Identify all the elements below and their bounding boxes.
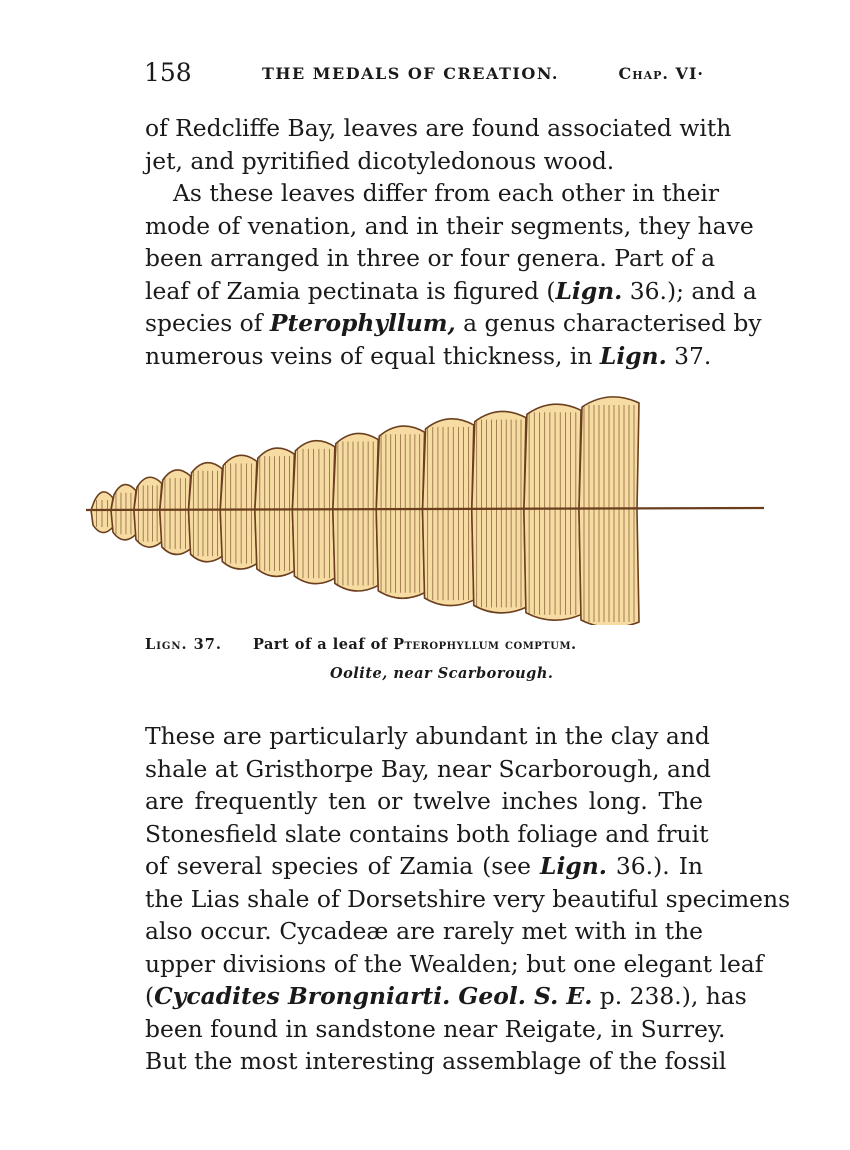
text-run: species of: [145, 309, 270, 337]
figure-label: Lign. 37.: [145, 636, 222, 653]
paragraph-3: [145, 720, 791, 1078]
genus-name: Pterophyllum,: [269, 309, 456, 337]
figure-reference: Lign.: [599, 341, 667, 370]
text-run: 36.); and a: [622, 276, 757, 305]
text-line: are frequently ten or twelve inches long. The: [145, 787, 703, 815]
text-run: a genus characterised by: [455, 309, 762, 337]
text-line: [145, 307, 762, 340]
caption-text: [253, 636, 577, 653]
text-line: jet, and pyritified dicotyledonous wood.: [145, 146, 615, 175]
text-line: As these leaves differ from each other in their: [173, 179, 720, 207]
text-line: the Lias shale of Dorsetshire very beautiful specimens: [145, 884, 791, 913]
figure-locality: Oolite, near Scarborough.: [330, 665, 554, 682]
text-line: upper divisions of the Wealden; but one elegant leaf: [145, 949, 764, 978]
leaf-pinna: [333, 433, 378, 591]
leaf-pinna: [524, 404, 581, 620]
text-run: of several species of Zamia (see: [145, 852, 541, 880]
running-title: THE MEDALS OF CREATION.: [262, 64, 559, 83]
page-header: [144, 58, 704, 88]
leaf-pinna: [111, 485, 136, 540]
leaf-pinna: [472, 411, 526, 612]
text-line: been arranged in three or four genera. Part of a: [145, 244, 716, 272]
caption-run: Part of a leaf of: [253, 636, 394, 653]
citation: Cycadites Brongniarti. Geol. S. E.: [154, 982, 593, 1010]
leaf-drawing: [86, 397, 764, 625]
leaf-pinna: [376, 426, 424, 598]
text-run: (: [145, 982, 155, 1010]
leaf-pinna: [189, 463, 223, 562]
text-run: 37.: [666, 341, 712, 370]
text-run: leaf of Zamia pectinata is figured (: [145, 276, 556, 305]
chapter-marker: Chap. VI·: [618, 64, 704, 83]
text-line: [145, 850, 703, 883]
paragraph-2: [145, 177, 762, 372]
text-line: been found in sandstone near Reigate, in Surrey.: [145, 1014, 726, 1043]
text-line: mode of venation, and in their segments, they have: [145, 211, 754, 240]
text-line: also occur. Cycadeæ are rarely met with in the: [145, 917, 703, 945]
paragraph-1: [145, 112, 732, 177]
text-line: of Redcliffe Bay, leaves are found associated with: [145, 114, 732, 142]
leaf-pinna: [292, 441, 334, 584]
text-run: numerous veins of equal thickness, in: [145, 341, 600, 370]
text-line: [145, 275, 757, 308]
leaf-pinna: [91, 492, 113, 533]
text-line: [145, 340, 712, 373]
text-line: But the most interesting assemblage of the fossil: [145, 1047, 727, 1075]
species-name: Pterophyllum comptum.: [393, 636, 577, 653]
page-number: 158: [144, 58, 192, 87]
leaf-illustration: [86, 385, 766, 625]
text-run: 36.). In: [606, 852, 703, 880]
leaf-pinna: [220, 455, 257, 569]
figure-reference: Lign.: [540, 852, 607, 880]
text-run: p. 238.), has: [592, 982, 747, 1010]
leaf-pinna: [160, 470, 191, 555]
text-line: shale at Gristhorpe Bay, near Scarborough, and: [145, 754, 711, 783]
text-line: [145, 980, 747, 1013]
text-line: Stonesfield slate contains both foliage and fruit: [145, 819, 709, 848]
figure-reference: Lign.: [555, 276, 623, 305]
leaf-pinna: [134, 477, 162, 547]
leaf-pinna: [255, 448, 295, 576]
leaf-pinna: [579, 397, 639, 625]
leaf-pinna: [423, 419, 474, 606]
text-line: These are particularly abundant in the clay and: [145, 722, 710, 750]
